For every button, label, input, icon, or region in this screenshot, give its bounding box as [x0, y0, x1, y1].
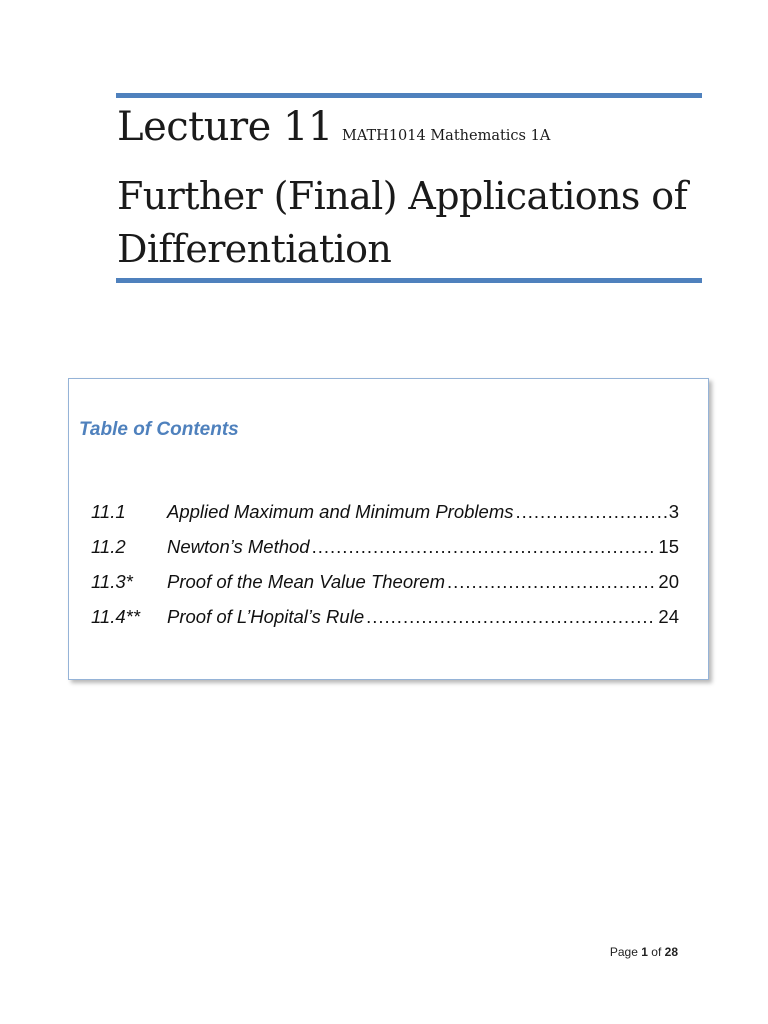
toc-entry-number: 11.2	[91, 536, 126, 557]
toc-entry-title: Newton’s Method	[167, 536, 310, 557]
toc-entry-number: 11.4**	[91, 606, 141, 627]
toc-entry-page: 15	[658, 536, 679, 557]
toc-entry-number: 11.3*	[91, 571, 133, 592]
of-label: of	[651, 945, 662, 959]
toc-entry-11-4[interactable]	[91, 606, 679, 641]
lecture-header	[117, 104, 550, 150]
toc-entry-page: 3	[668, 501, 679, 522]
toc-entry-title: Proof of the Mean Value Theorem	[167, 571, 445, 592]
toc-entry-11-2[interactable]	[91, 536, 679, 571]
toc-dot-leader	[366, 606, 656, 628]
toc-entry-number: 11.1	[91, 501, 126, 522]
page-label: Page	[609, 945, 638, 959]
course-code: MATH1014 Mathematics 1A	[341, 128, 551, 144]
current-page: 1	[641, 945, 648, 959]
table-of-contents	[68, 378, 709, 680]
title-bottom-rule	[116, 278, 702, 283]
lecture-number: Lecture 11	[117, 104, 333, 150]
document-title: Further (Final) Applications of Differentiation	[117, 174, 688, 271]
toc-entry-page: 24	[658, 606, 679, 627]
toc-dot-leader	[447, 571, 656, 593]
toc-entry-title: Applied Maximum and Minimum Problems	[167, 501, 514, 522]
toc-entry-page: 20	[658, 571, 679, 592]
toc-entry-title: Proof of L’Hopital’s Rule	[167, 606, 365, 627]
toc-dot-leader	[515, 501, 666, 523]
title-top-rule	[116, 93, 702, 98]
toc-heading: Table of Contents	[79, 419, 239, 440]
toc-dot-leader	[312, 536, 657, 558]
toc-list	[91, 501, 679, 641]
toc-entry-11-3[interactable]	[91, 571, 679, 606]
total-pages: 28	[664, 945, 678, 959]
toc-entry-11-1[interactable]	[91, 501, 679, 536]
page-number-footer	[610, 945, 678, 959]
